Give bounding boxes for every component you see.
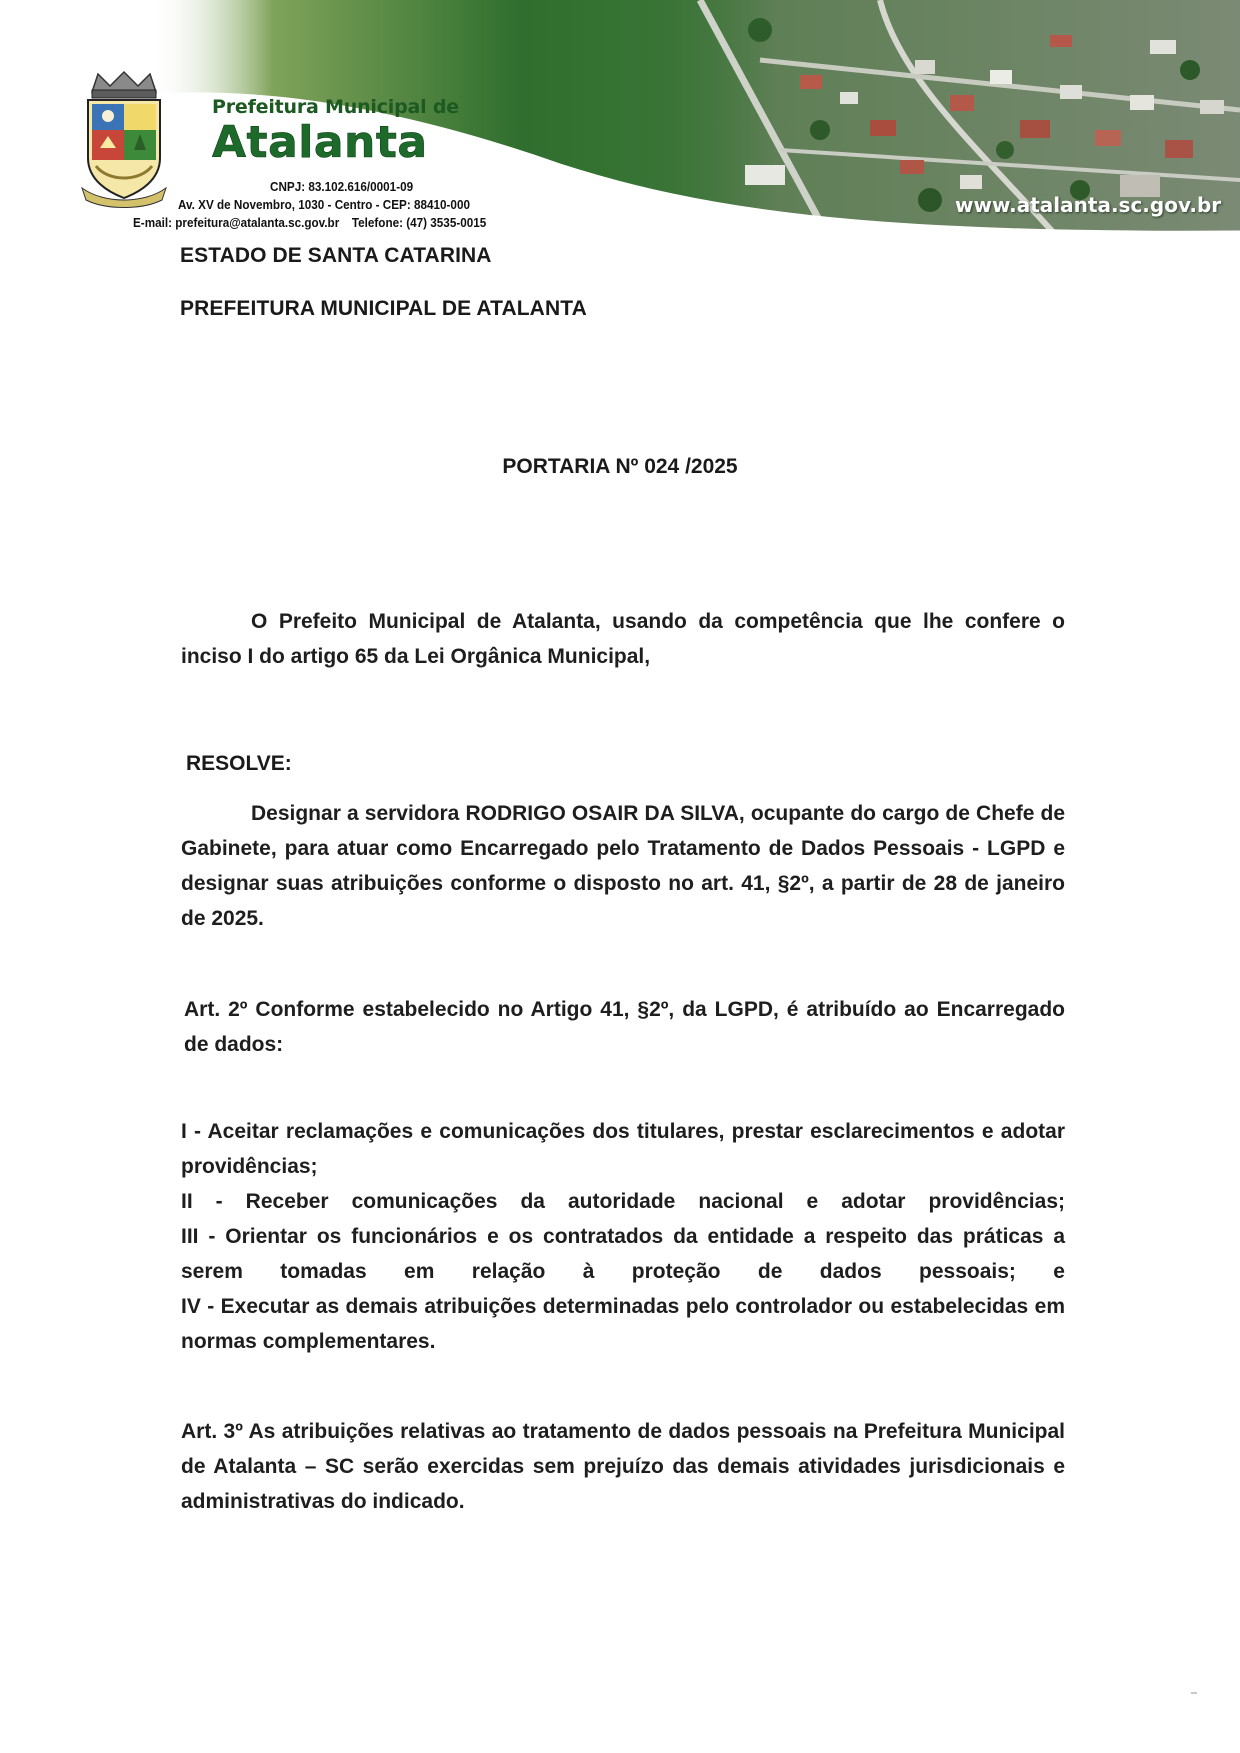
address-line: Av. XV de Novembro, 1030 - Centro - CEP: 88410-000 (178, 197, 470, 212)
email-phone-line (133, 215, 486, 230)
list-item: IV - Executar as demais atribuições determinadas pelo controlador ou estabelecidas em normas complementares. (181, 1295, 1065, 1353)
article-1-text: Designar a servidora RODRIGO OSAIR DA SILVA, ocupante do cargo de Chefe de Gabinete, para atuar como Encarregado pelo Tratamento de Dados Pessoais - LGPD e designar suas atribuições conforme o disposto no art. 41, §2º, a partir de 28 de janeiro de 2025. (181, 802, 1065, 930)
resolve-heading: RESOLVE: (186, 752, 292, 775)
list-item: I - Aceitar reclamações e comunicações dos titulares, prestar esclarecimentos e adotar providências; (181, 1120, 1065, 1178)
email-text: E-mail: prefeitura@atalanta.sc.gov.br (133, 215, 340, 230)
website-url: www.atalanta.sc.gov.br (955, 193, 1222, 217)
municipality-logo-text (212, 96, 459, 168)
coat-of-arms-icon (78, 70, 170, 208)
preamble-paragraph (181, 604, 1065, 674)
letterhead (0, 0, 1240, 240)
duties-list (181, 1114, 1065, 1359)
organization-heading: PREFEITURA MUNICIPAL DE ATALANTA (180, 297, 587, 320)
state-heading: ESTADO DE SANTA CATARINA (180, 244, 492, 267)
article-2-paragraph: Art. 2º Conforme estabelecido no Artigo 41, §2º, da LGPD, é atribuído ao Encarregado de dados: (184, 998, 1065, 1056)
article-3-paragraph: Art. 3º As atribuições relativas ao tratamento de dados pessoais na Prefeitura Municipal de Atalanta – SC serão exercidas sem prejuízo das demais atividades jurisdicionais e administrativas do indicado. (181, 1420, 1065, 1513)
phone-text: Telefone: (47) 3535-0015 (351, 215, 487, 230)
brand-kicker: Prefeitura Municipal de (212, 96, 459, 118)
list-item: III - Orientar os funcionários e os contratados da entidade a respeito das práticas a serem tomadas em relação à proteção de dados pessoais; e (181, 1225, 1065, 1283)
scan-artifact (1191, 1692, 1197, 1694)
cnpj-line: CNPJ: 83.102.616/0001-09 (270, 179, 414, 194)
brand-name: Atalanta (212, 117, 428, 168)
preamble-text: O Prefeito Municipal de Atalanta, usando da competência que lhe confere o inciso I do artigo 65 da Lei Orgânica Municipal, (181, 610, 1065, 668)
list-item: II - Receber comunicações da autoridade nacional e adotar providências; (181, 1190, 1065, 1213)
document-title: PORTARIA Nº 024 /2025 (502, 455, 738, 478)
article-1-paragraph (181, 796, 1065, 936)
